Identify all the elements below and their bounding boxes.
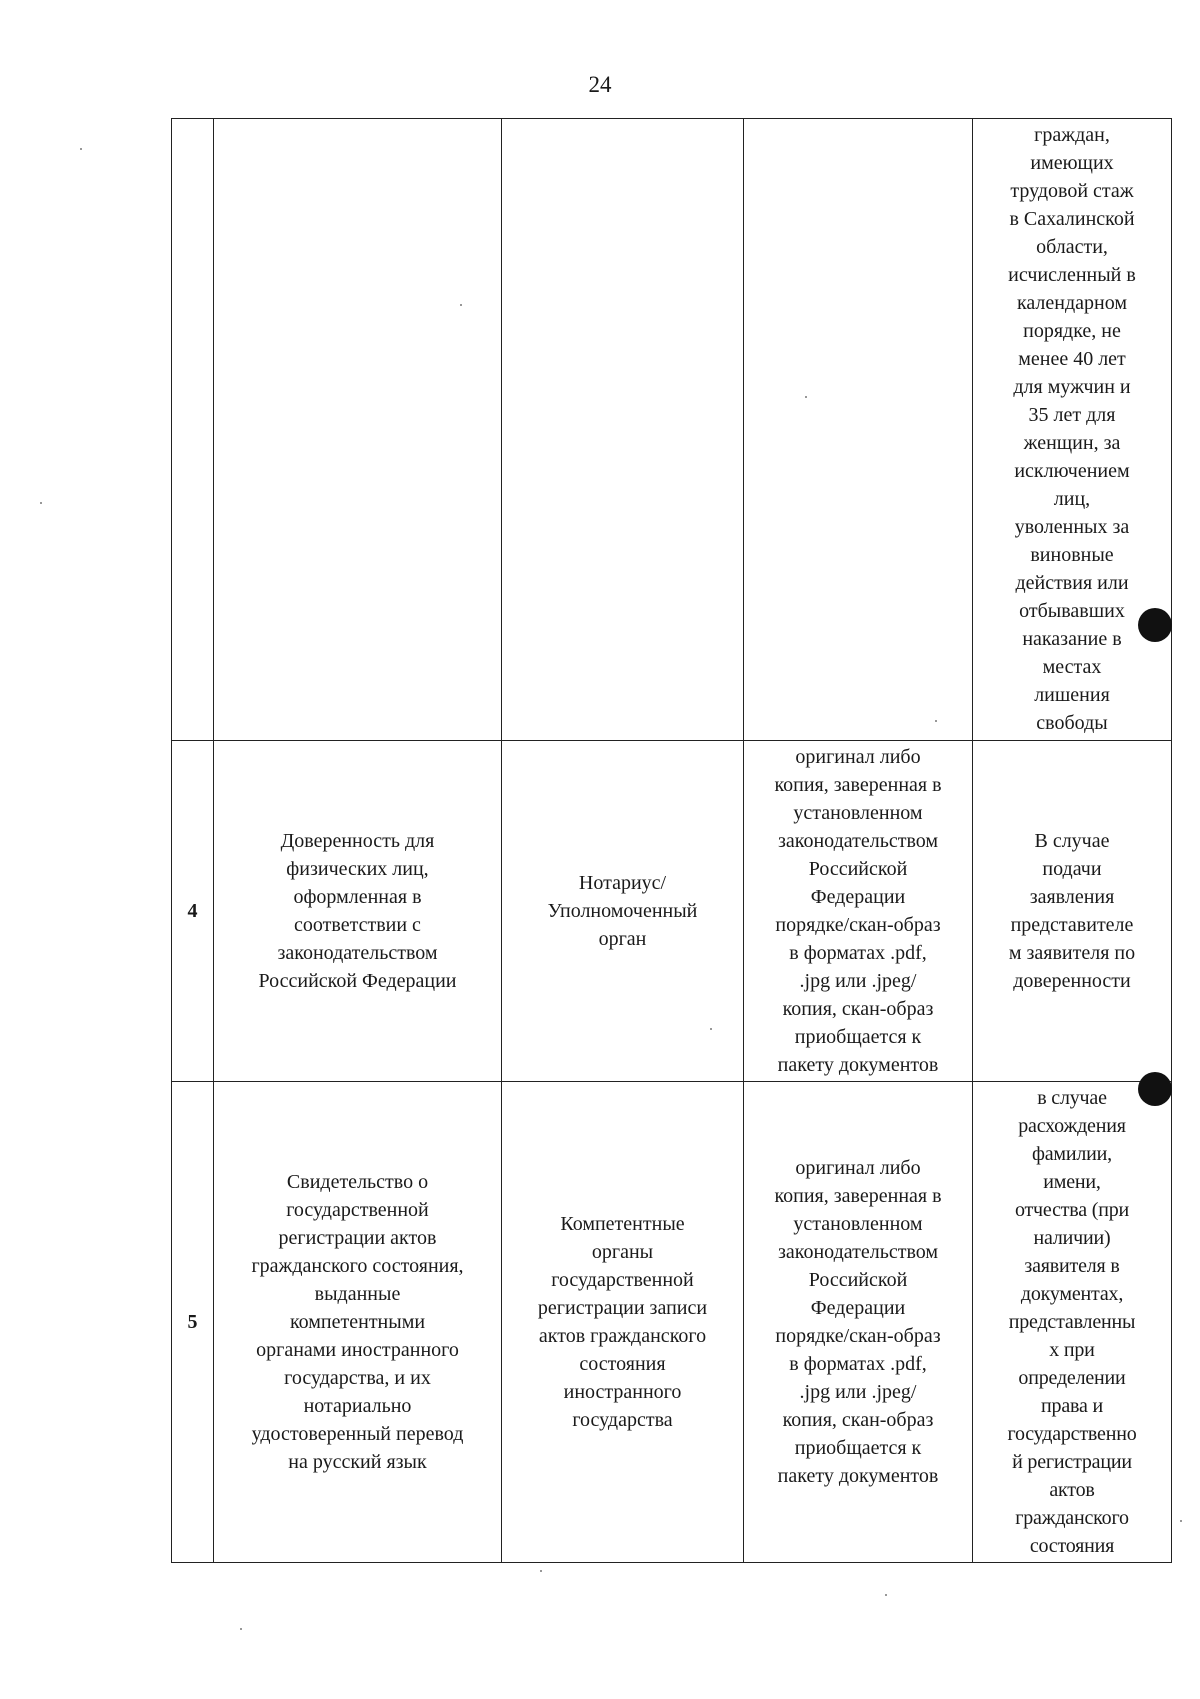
issuer-name: Нотариус/ Уполномоченный орган	[547, 872, 698, 950]
scan-speck	[885, 1594, 887, 1596]
condition-cell	[973, 1082, 1172, 1563]
scan-speck	[1180, 1520, 1182, 1522]
row-number-cell	[172, 1082, 214, 1563]
scan-speck	[935, 720, 937, 722]
table-row	[172, 741, 1172, 1082]
document-cell	[214, 119, 502, 741]
scan-speck	[40, 502, 42, 504]
issuer-name: Компетентные органы государственной регистрации записи актов гражданского состояния иностранного государства	[537, 1213, 708, 1431]
scan-speck	[540, 1570, 542, 1572]
form-cell	[744, 1082, 973, 1563]
document-name: Доверенность для физических лиц, оформленная в соответствии с законодательством Российской Федерации	[258, 830, 457, 992]
document-form: оригинал либо копия, заверенная в установленном законодательством Российской Федерации порядке/скан-образ в форматах .pdf, .jpg или .jpeg/ копия, скан-образ приобщается к пакету документов	[774, 746, 942, 1076]
submission-condition: В случае подачи заявления представителе м заявителя по доверенности	[1008, 830, 1136, 992]
document-cell	[214, 1082, 502, 1563]
issuer-cell	[502, 119, 744, 741]
punch-hole-mark	[1138, 608, 1172, 642]
table-row	[172, 1082, 1172, 1563]
submission-condition: в случае расхождения фамилии, имени, отчества (при наличии) заявителя в документах, представленны х при определении права и государственно й регистрации актов гражданского состояния	[1007, 1087, 1137, 1557]
document-form: оригинал либо копия, заверенная в установленном законодательством Российской Федерации порядке/скан-образ в форматах .pdf, .jpg или .jpeg/ копия, скан-образ приобщается к пакету документов	[774, 1157, 942, 1487]
form-cell	[744, 741, 973, 1082]
documents-table	[171, 118, 1172, 1563]
scan-speck	[240, 1628, 242, 1630]
scan-speck	[710, 1028, 712, 1030]
scan-speck	[80, 148, 82, 150]
issuer-cell	[502, 1082, 744, 1563]
document-cell	[214, 741, 502, 1082]
submission-condition: граждан, имеющих трудовой стаж в Сахалинской области, исчисленный в календарном порядке, не менее 40 лет для мужчин и 35 лет для женщин, за исключением лиц, уволенных за виновные действия или отбывавших наказание в местах лишения свободы	[1008, 124, 1136, 734]
table-row	[172, 119, 1172, 741]
condition-cell	[973, 741, 1172, 1082]
issuer-cell	[502, 741, 744, 1082]
scan-speck	[805, 396, 807, 398]
punch-hole-mark	[1138, 1072, 1172, 1106]
form-cell	[744, 119, 973, 741]
row-number: 4	[187, 900, 198, 922]
scan-speck	[460, 304, 462, 306]
document-name: Свидетельство о государственной регистрации актов гражданского состояния, выданные компетентными органами иностранного государства, и их нотариально удостоверенный перевод на русский язык	[251, 1171, 464, 1473]
row-number-cell	[172, 119, 214, 741]
row-number: 5	[187, 1311, 198, 1333]
row-number-cell	[172, 741, 214, 1082]
condition-cell	[973, 119, 1172, 741]
page-number: 24	[588, 72, 612, 97]
